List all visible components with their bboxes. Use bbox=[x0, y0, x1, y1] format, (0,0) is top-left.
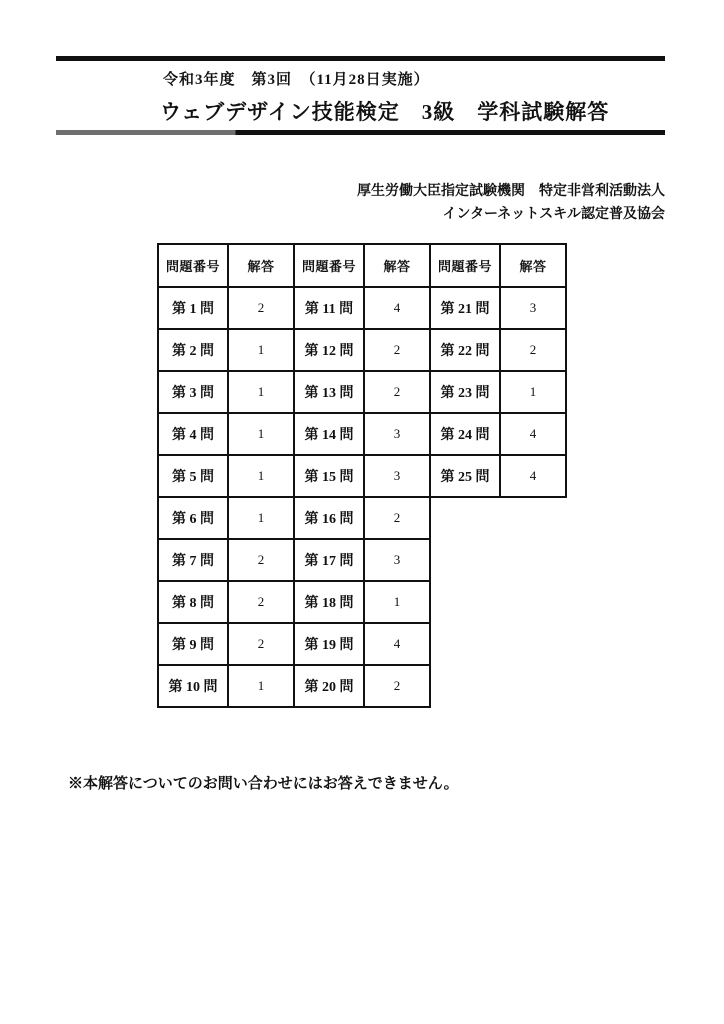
question-cell: 第 25 問 bbox=[430, 455, 500, 497]
table-row bbox=[158, 497, 566, 539]
blank-cell bbox=[500, 581, 566, 623]
answer-cell: 3 bbox=[364, 455, 430, 497]
question-cell: 第 12 問 bbox=[294, 329, 364, 371]
answer-cell: 2 bbox=[228, 287, 294, 329]
question-cell: 第 13 問 bbox=[294, 371, 364, 413]
blank-cell bbox=[500, 539, 566, 581]
answer-cell: 4 bbox=[500, 413, 566, 455]
blank-cell bbox=[500, 665, 566, 707]
answer-cell: 4 bbox=[364, 287, 430, 329]
blank-cell bbox=[430, 665, 500, 707]
answer-cell: 1 bbox=[228, 413, 294, 455]
answer-cell: 1 bbox=[228, 371, 294, 413]
footer-disclaimer: ※本解答についてのお問い合わせにはお答えできません。 bbox=[68, 776, 459, 792]
blank-cell bbox=[430, 497, 500, 539]
question-cell: 第 15 問 bbox=[294, 455, 364, 497]
blank-cell bbox=[500, 497, 566, 539]
answer-cell: 3 bbox=[364, 539, 430, 581]
answer-cell: 2 bbox=[364, 371, 430, 413]
blank-cell bbox=[430, 539, 500, 581]
question-cell: 第 16 問 bbox=[294, 497, 364, 539]
answers-table bbox=[157, 243, 567, 708]
question-cell: 第 23 問 bbox=[430, 371, 500, 413]
answer-cell: 1 bbox=[228, 497, 294, 539]
question-cell: 第 8 問 bbox=[158, 581, 228, 623]
answer-cell: 2 bbox=[228, 539, 294, 581]
header-question-number-1: 問題番号 bbox=[158, 244, 228, 287]
question-cell: 第 24 問 bbox=[430, 413, 500, 455]
organization-line-1: 厚生労働大臣指定試験機関 特定非営利活動法人 bbox=[357, 184, 665, 199]
question-cell: 第 4 問 bbox=[158, 413, 228, 455]
blank-cell bbox=[500, 623, 566, 665]
question-cell: 第 10 問 bbox=[158, 665, 228, 707]
header-answer-3: 解答 bbox=[500, 244, 566, 287]
answer-cell: 1 bbox=[228, 665, 294, 707]
answer-cell: 2 bbox=[228, 623, 294, 665]
question-cell: 第 5 問 bbox=[158, 455, 228, 497]
header-question-number-3: 問題番号 bbox=[430, 244, 500, 287]
header-answer-2: 解答 bbox=[364, 244, 430, 287]
answer-cell: 2 bbox=[364, 497, 430, 539]
title-underline-rule bbox=[56, 130, 665, 135]
question-cell: 第 17 問 bbox=[294, 539, 364, 581]
question-cell: 第 9 問 bbox=[158, 623, 228, 665]
table-row bbox=[158, 581, 566, 623]
question-cell: 第 3 問 bbox=[158, 371, 228, 413]
table-row bbox=[158, 329, 566, 371]
answer-cell: 1 bbox=[500, 371, 566, 413]
question-cell: 第 14 問 bbox=[294, 413, 364, 455]
question-cell: 第 6 問 bbox=[158, 497, 228, 539]
question-cell: 第 11 問 bbox=[294, 287, 364, 329]
table-row bbox=[158, 665, 566, 707]
table-row bbox=[158, 455, 566, 497]
blank-cell bbox=[430, 581, 500, 623]
table-header-row bbox=[158, 244, 566, 287]
header-question-number-2: 問題番号 bbox=[294, 244, 364, 287]
table-row bbox=[158, 539, 566, 581]
answer-cell: 1 bbox=[228, 329, 294, 371]
table-row bbox=[158, 413, 566, 455]
page-title: ウェブデザイン技能検定 3級 学科試験解答 bbox=[160, 100, 610, 124]
question-cell: 第 21 問 bbox=[430, 287, 500, 329]
header-answer-1: 解答 bbox=[228, 244, 294, 287]
answer-cell: 1 bbox=[364, 581, 430, 623]
table-row bbox=[158, 371, 566, 413]
answer-cell: 4 bbox=[500, 455, 566, 497]
organization-line-2: インターネットスキル認定普及協会 bbox=[442, 207, 665, 222]
answer-cell: 3 bbox=[500, 287, 566, 329]
answer-cell: 2 bbox=[364, 665, 430, 707]
question-cell: 第 2 問 bbox=[158, 329, 228, 371]
question-cell: 第 1 問 bbox=[158, 287, 228, 329]
answer-cell: 3 bbox=[364, 413, 430, 455]
question-cell: 第 18 問 bbox=[294, 581, 364, 623]
answer-cell: 2 bbox=[364, 329, 430, 371]
organization-block bbox=[357, 180, 665, 226]
question-cell: 第 22 問 bbox=[430, 329, 500, 371]
table-row bbox=[158, 287, 566, 329]
table-row bbox=[158, 623, 566, 665]
answer-cell: 1 bbox=[228, 455, 294, 497]
question-cell: 第 20 問 bbox=[294, 665, 364, 707]
top-rule bbox=[56, 56, 665, 61]
answer-cell: 2 bbox=[500, 329, 566, 371]
question-cell: 第 7 問 bbox=[158, 539, 228, 581]
blank-cell bbox=[430, 623, 500, 665]
answer-cell: 4 bbox=[364, 623, 430, 665]
exam-session-line: 令和3年度 第3回 （11月28日実施） bbox=[163, 72, 430, 88]
question-cell: 第 19 問 bbox=[294, 623, 364, 665]
answer-cell: 2 bbox=[228, 581, 294, 623]
